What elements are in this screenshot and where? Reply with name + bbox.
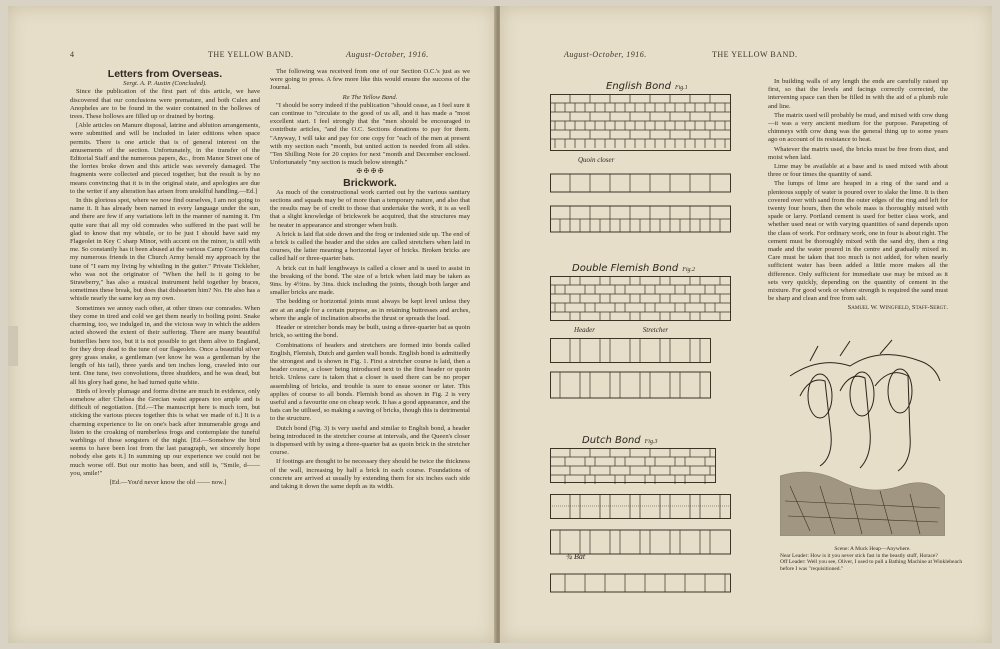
english-bond-wall xyxy=(550,94,735,162)
caption-near-leader: Near Leader: How is it you never stick fast in the beastly stuff, Horace? xyxy=(780,552,938,559)
ornament: ✠ ✠ ✠ ✠ xyxy=(356,168,384,176)
right-page xyxy=(500,6,992,643)
paragraph: In building walls of any length the ends are carefully raised up first, so that the levels and facings correctly corrected, the intervening space can then be filled in with the aid of a plumb rule and line. xyxy=(768,78,948,110)
cartoon-caption xyxy=(780,546,965,572)
header-title: THE YELLOW BAND. xyxy=(208,50,294,59)
paragraph: A brick cut in half lengthways is called a closer and is used to assist in the breaking of the bond. The size of a brick when laid may be taken as 9ins. by 4½ins. by 3ins. thick including the joints, though both larger and smaller bricks are made. xyxy=(270,264,470,297)
header-title: THE YELLOW BAND. xyxy=(712,50,798,59)
fig2-number: Fig.2 xyxy=(682,267,696,273)
fig1-number: Fig.1 xyxy=(674,85,688,91)
paragraph: The matrix used will probably be mud, and mixed with cow dung—it was a very ancient medium for the purpose. Parapeting of chimneys with cow dung was the general thing up to some years ago on account of its resistance to heat. xyxy=(768,111,948,144)
dutch-bond-plan xyxy=(550,494,735,558)
bat-label: ¾ Bat xyxy=(566,552,586,561)
brickwork-title: Brickwork. xyxy=(343,176,397,189)
flemish-bond-plan xyxy=(550,338,735,408)
article-title: Letters from Overseas. xyxy=(107,68,223,80)
paragraph: Dutch bond (Fig. 3) is very useful and similar to English bond, a header being introduced in the stretcher course at intervals, and the Queen's closer is dispensed with by using a three-quarter bat as quoin brick in the stretcher course. xyxy=(270,424,470,457)
flemish-bond-wall xyxy=(550,276,735,328)
paragraph: Birds of lovely plumage and forms divine are much in evidence, only somehow after Chelsea the Grecian waist appears too ample and is difficult of negotiation. [Ed.—The manuscript here is much torn, but sticking the various pieces together this is what we made of it.] It is a charming experience to lie on one's back after innumerable grogs and listen to the croaking of numberless frogs and contemplate the tuneful warblings of those songsters of the night. [Ed.—Somehow the bird seems to have been lost from the last paragraph, we sincerely hope nobody else gets it.] In summing up our experience we could not be much worse off. But our motto has been, and still is, "Smile, d—— you, smile!" xyxy=(70,387,260,477)
paragraph: In this glorious spot, where we now find ourselves, I am not going to name it. It has already been named in every language under the sun, and there are few if any variations left in the manner of naming it. I'm quite sure that all my old comrades who suffered in the past will be glad to know that my whistle, or to be just I should have said my Flageolet in Key C sharp Minor, with accent on the minor, is still with me. So constantly has it been abused at the various Camp Concerts that my numerous friends in the Church Army herald my approach by the tune of "I earn my living by whistling in the gutter." Private Tickleher, who was not the originator of "When the hell is it going to be Strawberry," has also a musical instrument held together by braces, sometimes these break, but does that dishearten him? No. He also has a whistle nearly the same key as my own. xyxy=(70,197,260,303)
left-column xyxy=(70,68,260,593)
page-tear xyxy=(8,326,18,366)
paragraph: The bedding or horizontal joints must always be kept level unless they are at an angle for a certain purpose, as in retaining buttresses and arches, where the angle of inclination absorbs the thrust or spreads the load. xyxy=(270,298,470,322)
paragraph: Whatever the matrix used, the bricks must be free from dust, and moist when laid. xyxy=(768,145,948,161)
fig-english-bond xyxy=(550,76,750,234)
signature: Samuel W. Wingfield, Staff-Sergt. xyxy=(847,304,948,312)
page-number: 4 xyxy=(70,50,75,59)
header-date: August-October, 1916. xyxy=(346,50,429,59)
fig3-title: Dutch Bond xyxy=(582,435,641,446)
fig2-title: Double Flemish Bond xyxy=(572,263,679,274)
header-label: Header xyxy=(574,326,595,334)
paragraph: A brick is laid flat side down and the frog or indented side up. The end of a brick is called the header and the sides are called stretchers when laid in courses, the latter meaning a horizontal layer of bricks. Broken bricks are called half or three-quarter bats. xyxy=(270,230,470,263)
fig1-title: English Bond xyxy=(606,81,671,92)
left-page xyxy=(8,6,496,643)
caption-off-leader: Off Leader: Well you see, Oliver, I used to pull a Bathing Machine at Winklebeach before I was "requisitioned." xyxy=(780,559,963,572)
header-date: August-October, 1916. xyxy=(564,50,647,59)
dutch-bond-wall xyxy=(550,448,735,494)
fig3-number: Fig.3 xyxy=(644,439,658,445)
right-text-column xyxy=(768,78,948,338)
quote: "I should be sorry indeed if the publication "should cease, as I feel sure it can continue to "circulate to the good of us all, and it has made a "most excellent start. I feel strongly that the "men should be encouraged to contribute articles, "and the O.C. Sections donations to pay for them. "Anyway, I will take and pay for one copy for "each of the men at present with my section each "month, but united action is needed from all sides. "Ten Shilling Note for 20 copies for next "month and December enclosed. Unfortunately "my section is much below strength." xyxy=(270,101,470,167)
paragraph: Combinations of headers and stretchers are formed into bonds called English, Flemish, Dutch and garden wall bonds. English bond is admittedly the strongest and is shown in Fig. 1. First a stretcher course is laid, then a header course, a closer being introduced next to the first header or quoin brick. Unless care is taken that a closer is used there can be no proper assembling of bricks, and trouble is sure to ensue sooner or later. This applies of course to all bonds. Flemish bond as shown in Fig. 2 is very useful and a favourite one on cheap work. It has a good appearance, and the bats can be utilised, so making a saving of bricks, though this is detrimental to the structure. xyxy=(270,341,470,423)
byline: Sergt. A. P. Austin (Concluded). xyxy=(123,80,207,88)
quoin-closer-label: Quoin closer xyxy=(578,156,615,164)
right-column xyxy=(270,68,470,593)
paragraph: As much of the constructional work carried out by the various sanitary sections and squads may be of more than a temporary nature, and also that the results may be of credit to those that undertake the work, it is as well that a slight knowledge of brickwork be acquired, that the structures may be neater in appearance and stronger when built. xyxy=(270,188,470,229)
paragraph: The lumps of lime are heaped in a ring of the sand and a plenteous supply of water is poured over to slake the lime. It is then covered over with sand from the outer edges of the ring and left for twenty four hours, then the whole mass is thoroughly mixed with spade or larry. Portland cement is used for better class work, and whether used neat or with varying quantities of sand depends upon the class of work. For ordinary work, one in four is about right. The cement must be thoroughly mixed with the sand dry, then a ring made and the water poured in the centre and gradually mixed in. Care must be taken that too much is not added, for when nearly sufficient water has been added a little more makes all the difference. Only sufficient for immediate use may be mixed as it sets very quickly, depending on the quantity of cement in the mixture. For good work or where strength is required the sand must be sharp and clean and free from salt. xyxy=(768,180,948,303)
caption-scene: Scene: A Muck Heap—Anywhere. xyxy=(834,546,911,552)
stretcher-label: Stretcher xyxy=(642,326,669,334)
horses-cartoon-illustration xyxy=(780,336,945,536)
newspaper-spread xyxy=(8,6,992,643)
re-line: Re The Yellow Band. xyxy=(342,93,398,101)
english-bond-plan xyxy=(550,164,735,234)
fig-double-flemish-bond xyxy=(550,258,750,408)
fig-dutch-bond xyxy=(550,430,750,598)
intro: The following was received from one of our Section O.C.'s just as we were going to press. A few more like this would ensure the success of the Journal. xyxy=(270,68,470,92)
paragraph: Header or stretcher bonds may be built, using a three-quarter bat as quoin brick, so setting the bond. xyxy=(270,324,470,340)
bat-course xyxy=(550,570,735,598)
paragraph: Since the publication of the first part of this article, we have discovered that our conclusions were premature, and both Culex and Anopheles are to be found in the water contained in the hollows of trees. These hollows are filled up or drained by boring. xyxy=(70,88,260,121)
paragraph: If footings are thought to be necessary they should be twice the thickness of the wall, increasing by half a brick in each course. Foundations of concrete are arrived at usually by extending them for six inches each side and taking it down the same depth as its width. xyxy=(270,458,470,490)
paragraph: Sometimes we annoy each other, at other times our comrades. When they come in tired and cold we get them nearly to boiling point. Snake charming, too, we indulged in, and the vicious way in which the adders acted showed the extent of their suffering. There are many beautiful butterflies here too, but it is not possible to get them alive to England, for they drop dead to the tune of our flageolets. Once a beautiful silver grey grass snake, a gentleman (we know he was a gentleman by the length of his tail), three yards and ten inches long, crawled into our tent. One tune, two convolutions, three shudders, and he was dead, but all his glory had gone, he had turned quite white. xyxy=(70,304,260,386)
paragraph: [Able articles on Manure disposal, latrine and ablution arrangements, were submitted and will be included in later editions when space permits. There is one article that is of general interest on the amusements of the section. Unfortunately, in the transfer of the Editorial Staff and the numerous papers, &c., from Manor Street one of the lorries broke down and this article was severely damaged. The fragments were collected and pieced together, but the result is by no means convincing that it is in the original state, and apologies are due to the writer if any alteration has arisen from unskilful handling.—Ed.] xyxy=(70,122,260,195)
paragraph: [Ed.—You'd never know the old —— now.] xyxy=(109,478,227,486)
paragraph: Lime may be available at a base and is used mixed with about three or four times the quantity of sand. xyxy=(768,163,948,179)
